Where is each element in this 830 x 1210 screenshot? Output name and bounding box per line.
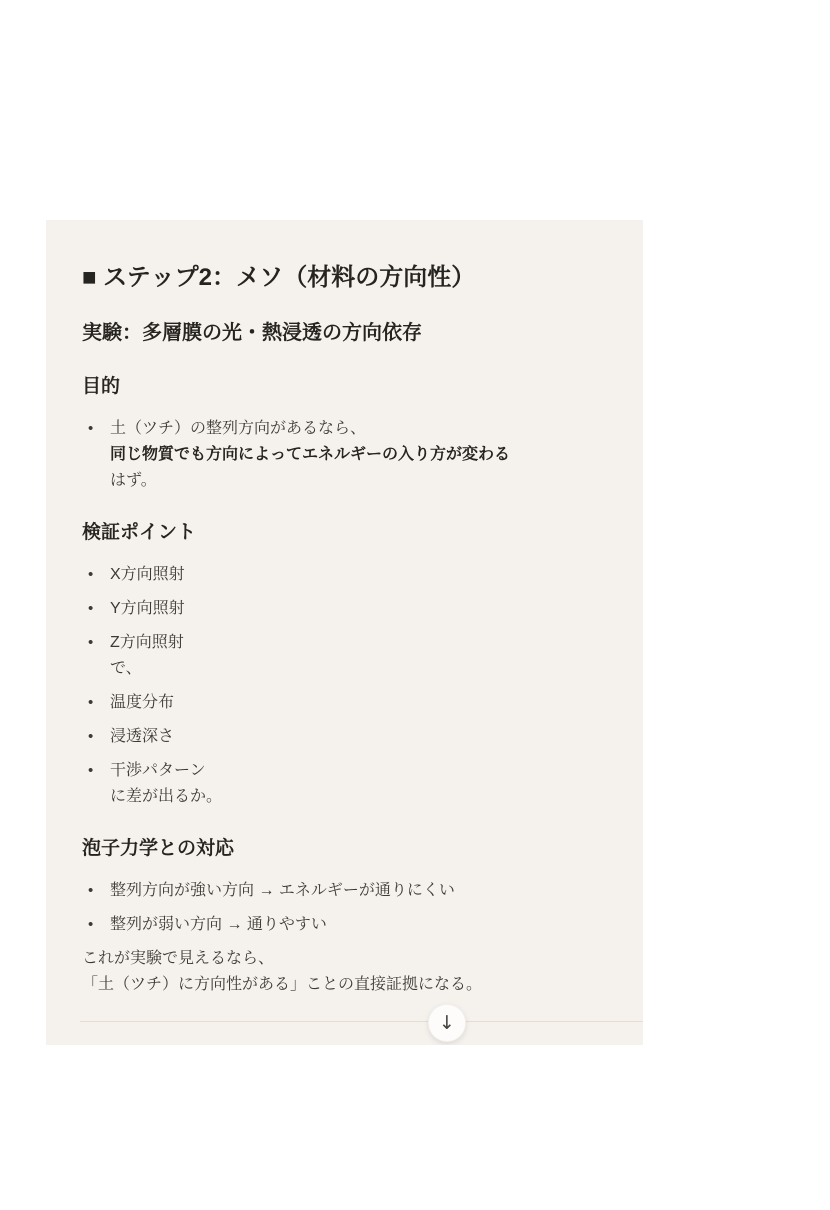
section-heading-purpose: 目的 [82, 376, 121, 397]
verification-line-2: に差が出るか。 [110, 788, 223, 805]
closing-line-1: これが実験で見えるなら、 [82, 950, 275, 967]
bullet-icon: • [88, 566, 94, 583]
bullet-icon: • [88, 694, 94, 711]
message-card [46, 220, 643, 1045]
scroll-to-bottom-button[interactable] [428, 1004, 466, 1042]
section-heading-verification: 検証ポイント [82, 522, 197, 543]
correspondence-list [82, 878, 607, 938]
list-item [82, 690, 607, 716]
list-item-text: 整列方向が強い方向 → エネルギーが通りにくい [110, 882, 455, 899]
list-item [82, 562, 607, 588]
list-item-text [110, 416, 607, 494]
list-item [82, 912, 607, 938]
verification-line-1: 干渉パターン [110, 762, 206, 779]
message-divider [80, 1021, 643, 1022]
bullet-icon: • [88, 916, 94, 933]
list-item-text: 温度分布 [110, 694, 175, 711]
bullet-icon: • [88, 420, 94, 437]
closing-line-2: 「土（ツチ）に方向性がある」ことの直接証拠になる。 [82, 976, 483, 993]
list-item [82, 630, 607, 682]
list-item [82, 758, 607, 810]
experiment-subtitle: 実験：多層膜の光・熱浸透の方向依存 [82, 322, 422, 344]
list-item-text [110, 630, 607, 682]
list-item [82, 416, 607, 494]
list-item [82, 724, 607, 750]
list-item-text [110, 758, 607, 810]
bullet-icon: • [88, 762, 94, 779]
list-item [82, 596, 607, 622]
purpose-line-1: 土（ツチ）の整列方向があるなら、 [110, 420, 367, 437]
bullet-icon: • [88, 600, 94, 617]
verification-list [82, 562, 607, 810]
list-item-text: X方向照射 [110, 566, 185, 583]
purpose-line-2-bold: 同じ物質でも方向によってエネルギーの入り方が変わる [110, 446, 511, 463]
verification-line-1: Z方向照射 [110, 634, 184, 651]
bullet-icon: • [88, 634, 94, 651]
purpose-line-3: はず。 [110, 472, 157, 489]
page-title: ■ ステップ2：メソ（材料の方向性） [82, 264, 476, 291]
list-item [82, 878, 607, 904]
list-item-text: 浸透深さ [110, 728, 175, 745]
list-item-text: Y方向照射 [110, 600, 185, 617]
bullet-icon: • [88, 728, 94, 745]
closing-paragraph [82, 946, 607, 998]
section-heading-correspondence: 泡子力学との対応 [82, 838, 235, 859]
purpose-list [82, 416, 607, 494]
verification-line-2: で、 [110, 660, 142, 677]
bullet-icon: • [88, 882, 94, 899]
list-item-text: 整列が弱い方向 → 通りやすい [110, 916, 327, 933]
arrow-down-icon: ↓ [439, 1011, 455, 1034]
